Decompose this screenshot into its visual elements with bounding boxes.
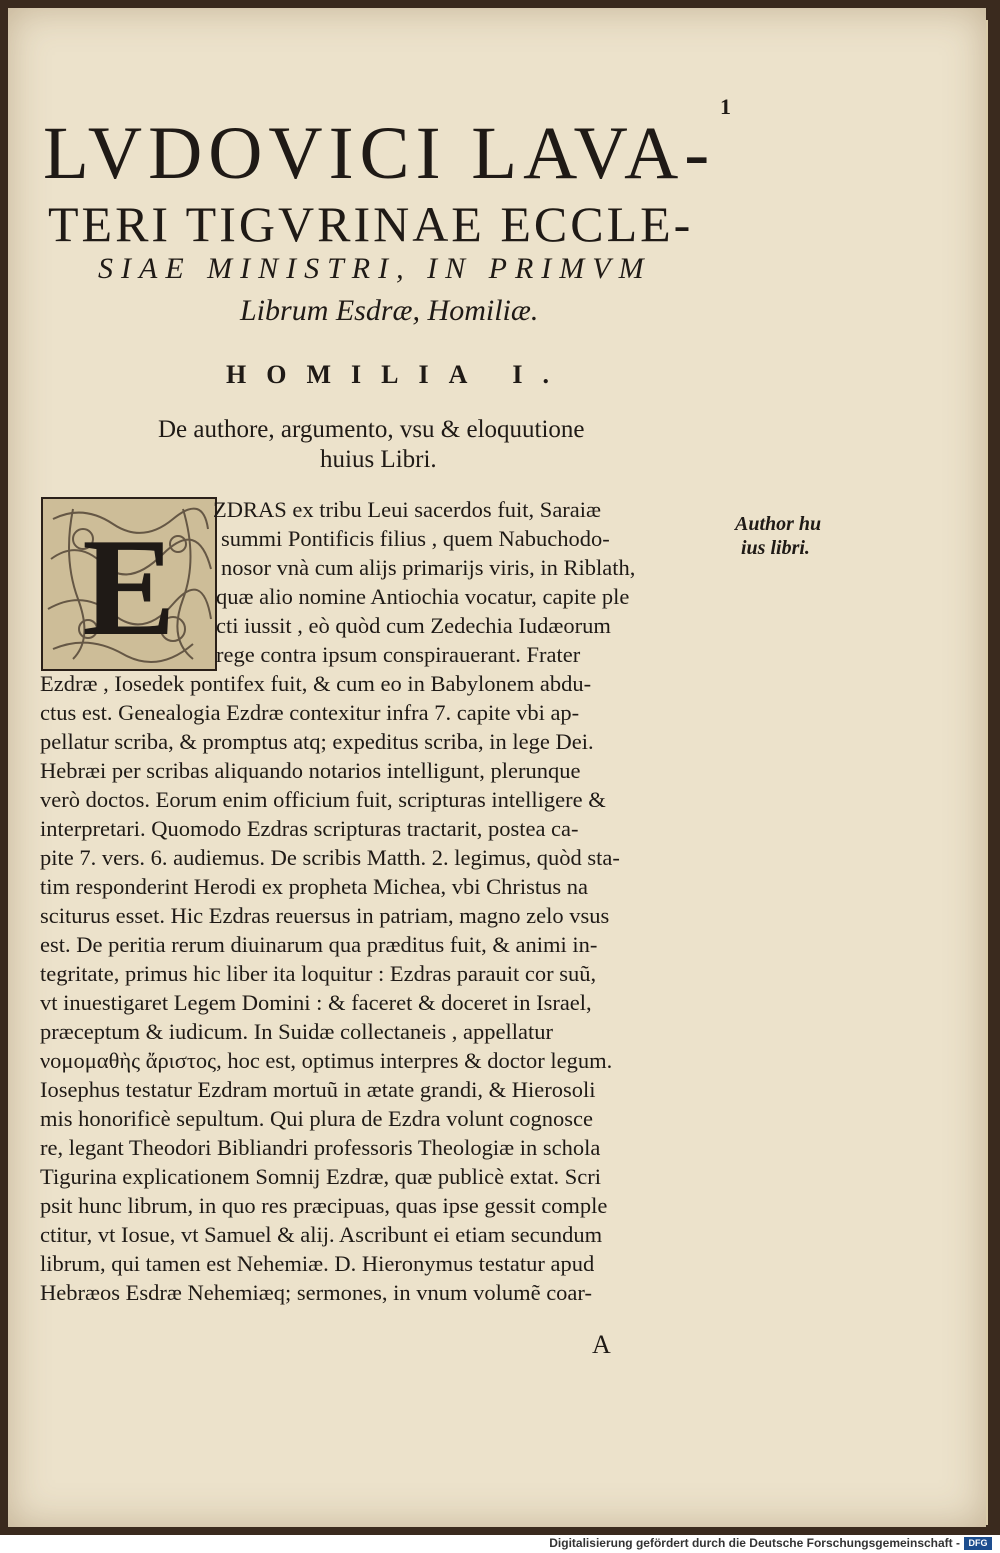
subheading-line-1: De authore, argumento, vsu & eloquutione bbox=[158, 416, 585, 443]
body-line: præceptum & iudicum. In Suidæ collectaneis , appellatur bbox=[40, 1019, 554, 1044]
body-line: interpretari. Quomodo Ezdras scripturas tractarit, postea ca- bbox=[40, 816, 579, 841]
title-line-3: SIAE MINISTRI, IN PRIMVM bbox=[98, 252, 652, 285]
body-line: cti iussit , eò quòd cum Zedechia Iudæorum bbox=[216, 613, 611, 638]
body-line: ZDRAS ex tribu Leui sacerdos fuit, Saraiæ bbox=[213, 497, 602, 522]
homily-heading: HOMILIA I. bbox=[226, 360, 570, 389]
body-line: tegritate, primus hic liber ita loquitur : Ezdras parauit cor suũ, bbox=[40, 961, 597, 986]
body-line: rege contra ipsum conspirauerant. Frater bbox=[216, 642, 581, 667]
footer-bar bbox=[0, 1535, 1000, 1553]
body-line: quæ alio nomine Antiochia vocatur, capite ple bbox=[216, 584, 630, 609]
subheading-line-2: huius Libri. bbox=[320, 446, 437, 473]
initial-letter: E bbox=[82, 510, 176, 665]
decorated-initial bbox=[41, 497, 217, 671]
body-line: Hebræi per scribas aliquando notarios intelligunt, plerunque bbox=[40, 758, 581, 783]
title-line-4: Librum Esdræ, Homiliæ. bbox=[240, 294, 539, 327]
body-line: Ezdræ , Iosedek pontifex fuit, & cum eo in Babylonem abdu- bbox=[40, 671, 592, 696]
body-line: vt inuestigaret Legem Domini : & faceret & doceret in Israel, bbox=[40, 990, 592, 1015]
margin-note-line-1: Author hu bbox=[735, 513, 822, 535]
ornament-icon bbox=[43, 499, 215, 669]
body-line: Tigurina explicationem Somnij Ezdræ, quæ publicè extat. Scri bbox=[40, 1164, 601, 1189]
footer-credit: Digitalisierung gefördert durch die Deutsche Forschungsgemeinschaft - bbox=[549, 1536, 960, 1550]
body-line: Iosephus testatur Ezdram mortuũ in ætate grandi, & Hierosoli bbox=[40, 1077, 596, 1102]
body-line: tim responderint Herodi ex propheta Michea, vbi Christus na bbox=[40, 874, 588, 899]
body-line: ctitur, vt Iosue, vt Samuel & alij. Ascribunt ei etiam secundum bbox=[40, 1222, 603, 1247]
body-line: Hebræos Esdræ Nehemiæq; sermones, in vnum volumẽ coar- bbox=[40, 1280, 592, 1305]
folio-number: 1 bbox=[720, 94, 731, 119]
dfg-logo-icon[interactable]: DFG bbox=[964, 1537, 992, 1550]
body-line: νομομαθὴς ἄριστος, hoc est, optimus interpres & doctor legum. bbox=[40, 1048, 613, 1073]
body-line: verò doctos. Eorum enim officium fuit, scripturas intelligere & bbox=[40, 787, 606, 812]
signature-mark: A bbox=[592, 1330, 611, 1359]
body-line: librum, qui tamen est Nehemiæ. D. Hieronymus testatur apud bbox=[40, 1251, 595, 1276]
body-line: est. De peritia rerum diuinarum qua præditus fuit, & animi in- bbox=[40, 932, 598, 957]
body-line: nosor vnà cum alijs primarijs viris, in Riblath, bbox=[221, 555, 636, 580]
body-line: summi Pontificis filius , quem Nabuchodo- bbox=[221, 526, 610, 551]
body-line: sciturus esset. Hic Ezdras reuersus in patriam, magno zelo vsus bbox=[40, 903, 610, 928]
margin-note-line-2: ius libri. bbox=[741, 537, 810, 559]
body-line: re, legant Theodori Bibliandri professoris Theologiæ in schola bbox=[40, 1135, 601, 1160]
book-page bbox=[8, 8, 986, 1527]
title-line-1: LVDOVICI LAVA- bbox=[43, 112, 716, 195]
title-line-2: TERI TIGVRINAE ECCLE- bbox=[48, 196, 694, 252]
body-line: mis honorificè sepultum. Qui plura de Ezdra volunt cognosce bbox=[40, 1106, 593, 1131]
body-line: pellatur scriba, & promptus atq; expeditus scriba, in lege Dei. bbox=[40, 729, 594, 754]
body-line: ctus est. Genealogia Ezdræ contexitur infra 7. capite vbi ap- bbox=[40, 700, 580, 725]
body-line: psit hunc librum, in quo res præcipuas, quas ipse gessit comple bbox=[40, 1193, 608, 1218]
body-line: pite 7. vers. 6. audiemus. De scribis Matth. 2. legimus, quòd sta- bbox=[40, 845, 620, 870]
